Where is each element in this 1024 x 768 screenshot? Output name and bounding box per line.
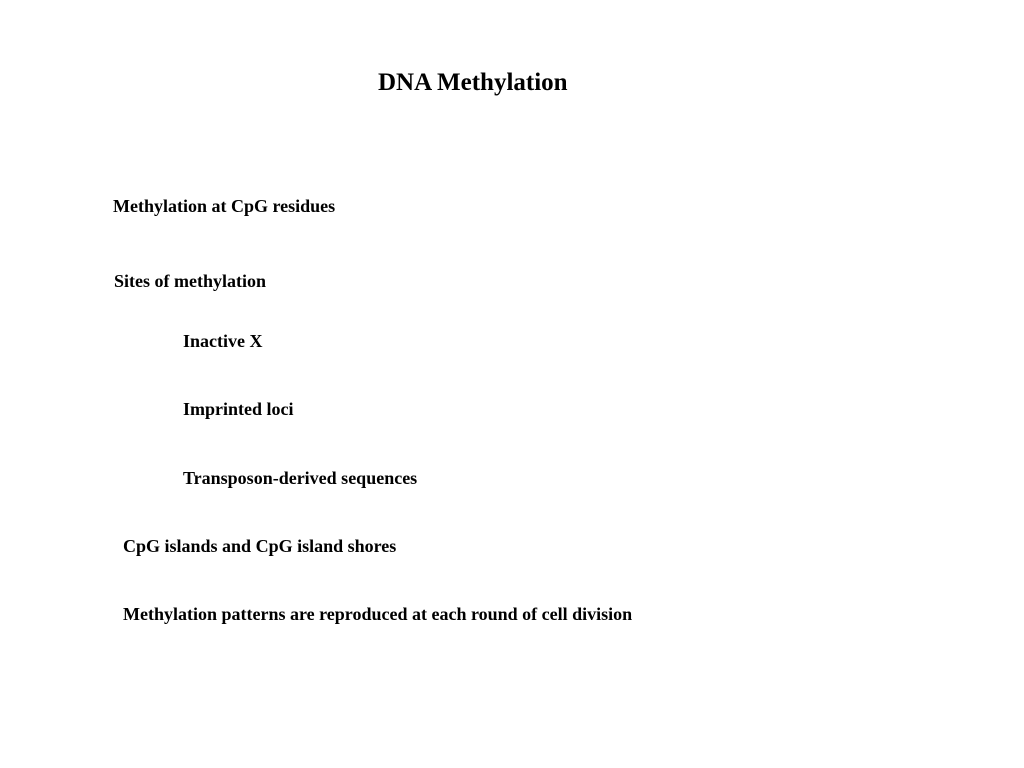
bullet-methylation-patterns: Methylation patterns are reproduced at each round of cell division [123, 604, 633, 624]
sub-bullet-transposon-sequences: Transposon-derived sequences [183, 468, 418, 488]
bullet-cpg-islands: CpG islands and CpG island shores [123, 536, 397, 556]
bullet-sites-of-methylation: Sites of methylation [114, 271, 266, 291]
slide-title: DNA Methylation [378, 69, 568, 96]
sub-bullet-imprinted-loci: Imprinted loci [183, 399, 294, 419]
sub-bullet-inactive-x: Inactive X [183, 331, 263, 351]
bullet-cpg-residues: Methylation at CpG residues [113, 196, 336, 216]
